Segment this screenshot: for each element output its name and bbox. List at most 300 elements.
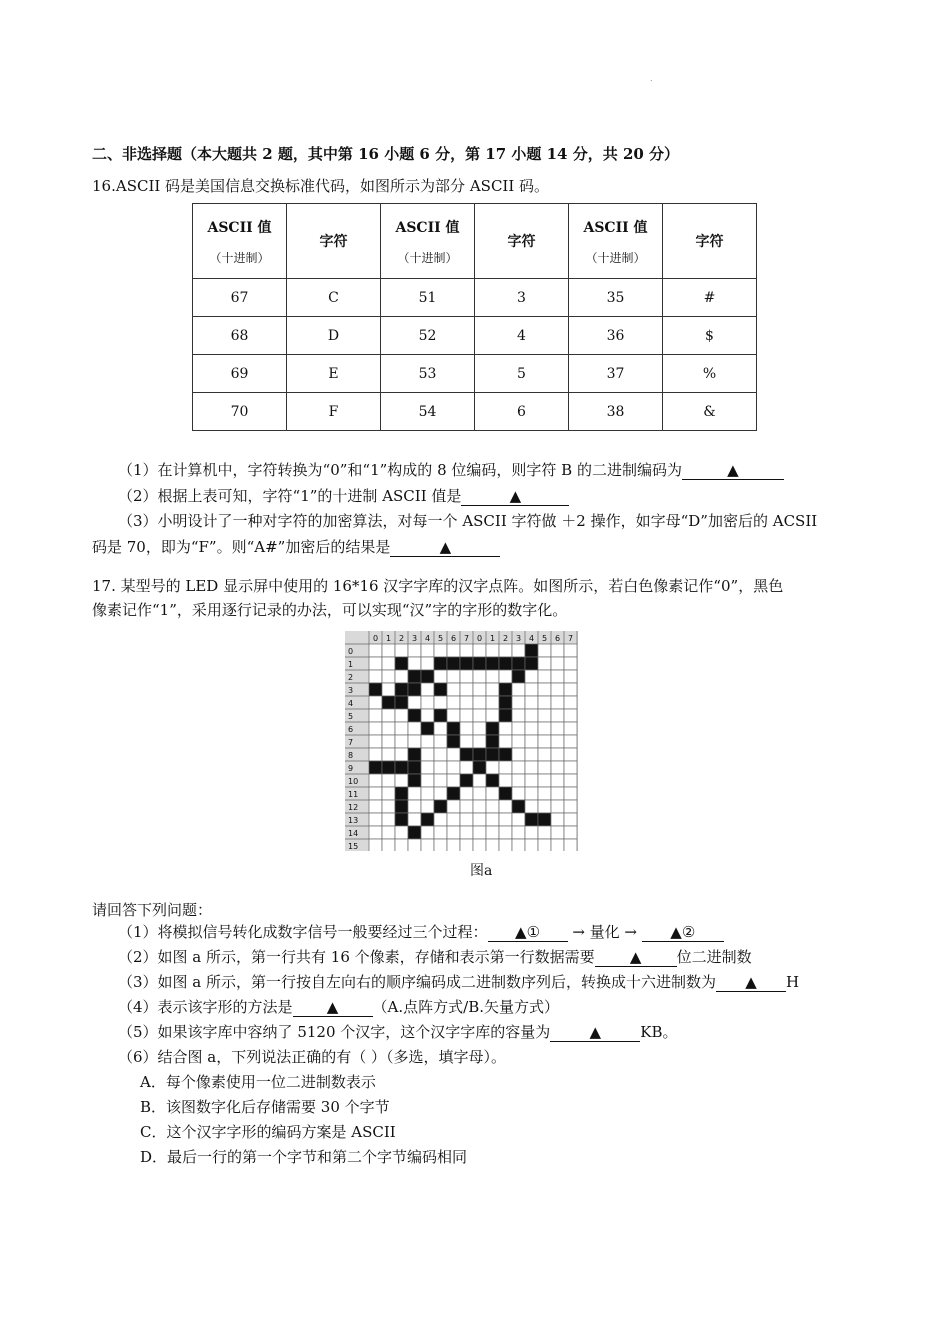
pixel-white bbox=[512, 813, 525, 826]
pixel-white bbox=[434, 787, 447, 800]
pixel-white bbox=[564, 709, 577, 722]
pixel-white bbox=[538, 657, 551, 670]
pixel-white bbox=[486, 683, 499, 696]
pixel-black bbox=[421, 813, 434, 826]
pixel-white bbox=[369, 644, 382, 657]
pixel-black bbox=[512, 800, 525, 813]
pixel-white bbox=[538, 696, 551, 709]
q17-intro-line2: 像素记作“1”，采用逐行记录的办法，可以实现“汉”字的字形的数字化。 bbox=[92, 601, 568, 619]
pixel-white bbox=[382, 722, 395, 735]
pixel-black bbox=[460, 774, 473, 787]
pixel-white bbox=[460, 800, 473, 813]
table-cell: 4 bbox=[475, 317, 569, 355]
pixel-white bbox=[525, 709, 538, 722]
pixel-white bbox=[434, 644, 447, 657]
pixel-black bbox=[421, 722, 434, 735]
pixel-white bbox=[499, 722, 512, 735]
grid-col-label: 7 bbox=[463, 634, 470, 643]
table-cell: 68 bbox=[193, 317, 287, 355]
pixel-black bbox=[421, 670, 434, 683]
pixel-white bbox=[525, 787, 538, 800]
pixel-white bbox=[460, 839, 473, 851]
grid-col-label: 0 bbox=[372, 634, 379, 643]
pixel-white bbox=[434, 696, 447, 709]
pixel-white bbox=[512, 826, 525, 839]
pixel-black bbox=[369, 683, 382, 696]
pixel-white bbox=[551, 735, 564, 748]
grid-col-label: 2 bbox=[398, 634, 405, 643]
pixel-white bbox=[512, 748, 525, 761]
pixel-white bbox=[525, 670, 538, 683]
pixel-black bbox=[434, 800, 447, 813]
pixel-black bbox=[395, 813, 408, 826]
pixel-white bbox=[473, 813, 486, 826]
pixel-white bbox=[538, 761, 551, 774]
pixel-white bbox=[447, 670, 460, 683]
pixel-white bbox=[447, 683, 460, 696]
table-cell: 53 bbox=[381, 355, 475, 393]
pixel-white bbox=[486, 839, 499, 851]
pixel-black bbox=[486, 735, 499, 748]
pixel-white bbox=[499, 826, 512, 839]
pixel-white bbox=[473, 839, 486, 851]
pixel-white bbox=[551, 670, 564, 683]
pixel-white bbox=[538, 839, 551, 851]
pixel-white bbox=[525, 761, 538, 774]
pixel-white bbox=[499, 670, 512, 683]
pixel-white bbox=[395, 774, 408, 787]
pixel-white bbox=[486, 709, 499, 722]
grid-col-label: 3 bbox=[411, 634, 418, 643]
pixel-white bbox=[564, 735, 577, 748]
pixel-white bbox=[460, 722, 473, 735]
answer-blank[interactable]: ▲ bbox=[682, 461, 784, 480]
pixel-white bbox=[473, 670, 486, 683]
q17-sub4 bbox=[118, 996, 559, 1017]
q17-sub1-text: （1）将模拟信号转化成数字信号一般要经过三个过程： bbox=[118, 923, 488, 941]
pixel-white bbox=[538, 709, 551, 722]
pixel-white bbox=[421, 644, 434, 657]
pixel-white bbox=[486, 644, 499, 657]
hanzi-dot-matrix-figure bbox=[345, 631, 590, 851]
pixel-white bbox=[408, 787, 421, 800]
grid-row-label: 12 bbox=[348, 803, 359, 812]
table-cell: 70 bbox=[193, 393, 287, 431]
pixel-white bbox=[538, 774, 551, 787]
grid-row-label: 3 bbox=[348, 686, 354, 695]
q17-sub3-suffix: H bbox=[786, 973, 800, 991]
grid-row-label: 8 bbox=[348, 751, 354, 760]
pixel-white bbox=[551, 839, 564, 851]
pixel-white bbox=[538, 826, 551, 839]
pixel-white bbox=[564, 826, 577, 839]
pixel-black bbox=[460, 748, 473, 761]
pixel-white bbox=[564, 696, 577, 709]
header-char: 字符 bbox=[287, 204, 381, 279]
pixel-white bbox=[538, 787, 551, 800]
pixel-white bbox=[473, 826, 486, 839]
pixel-black bbox=[408, 761, 421, 774]
pixel-white bbox=[382, 800, 395, 813]
pixel-white bbox=[369, 670, 382, 683]
pixel-black bbox=[408, 748, 421, 761]
pixel-white bbox=[421, 826, 434, 839]
pixel-black bbox=[499, 696, 512, 709]
pixel-white bbox=[408, 696, 421, 709]
q17-sub6: （6）结合图 a，下列说法正确的有（ ）（多选，填字母）。 bbox=[118, 1048, 507, 1066]
pixel-white bbox=[447, 826, 460, 839]
pixel-white bbox=[382, 657, 395, 670]
pixel-black bbox=[525, 657, 538, 670]
q17-sub5-text: （5）如果该字库中容纳了 5120 个汉字，这个汉字字库的容量为 bbox=[118, 1023, 551, 1041]
pixel-white bbox=[512, 761, 525, 774]
option-b[interactable]: B．该图数字化后存储需要 30 个字节 bbox=[140, 1098, 390, 1116]
table-cell: 6 bbox=[475, 393, 569, 431]
table-row bbox=[193, 393, 757, 431]
q17-sub2 bbox=[118, 946, 752, 967]
pixel-black bbox=[382, 761, 395, 774]
pixel-white bbox=[421, 800, 434, 813]
answer-blank[interactable]: ▲② bbox=[642, 923, 724, 942]
pixel-black bbox=[447, 787, 460, 800]
pixel-white bbox=[447, 696, 460, 709]
pixel-white bbox=[421, 761, 434, 774]
pixel-white bbox=[460, 683, 473, 696]
q16-part3-line1: （3）小明设计了一种对字符的加密算法，对每一个 ASCII 字符做 ＋2 操作，如字母“D”加密后的 ACSII bbox=[118, 512, 818, 530]
pixel-white bbox=[525, 774, 538, 787]
pixel-white bbox=[512, 787, 525, 800]
pixel-white bbox=[551, 657, 564, 670]
grid-row-label: 1 bbox=[348, 660, 354, 669]
pixel-white bbox=[564, 670, 577, 683]
table-cell: 37 bbox=[569, 355, 663, 393]
pixel-black bbox=[447, 735, 460, 748]
pixel-white bbox=[538, 644, 551, 657]
pixel-white bbox=[538, 735, 551, 748]
pixel-black bbox=[499, 683, 512, 696]
grid-col-label: 1 bbox=[489, 634, 496, 643]
grid-row-label: 4 bbox=[348, 699, 354, 708]
pixel-white bbox=[473, 774, 486, 787]
grid-row-label: 5 bbox=[348, 712, 354, 721]
pixel-white bbox=[382, 644, 395, 657]
pixel-white bbox=[395, 709, 408, 722]
pixel-black bbox=[434, 657, 447, 670]
header-ascii-value: ASCII 值 （十进制） bbox=[569, 204, 663, 279]
pixel-white bbox=[382, 683, 395, 696]
q16-intro: 16.ASCII 码是美国信息交换标准代码，如图所示为部分 ASCII 码。 bbox=[92, 177, 550, 195]
pixel-black bbox=[460, 657, 473, 670]
pixel-black bbox=[486, 657, 499, 670]
q16-part2-text: （2）根据上表可知，字符“1”的十进制 ASCII 值是 bbox=[118, 487, 462, 505]
q16-part3-text: 码是 70，即为“F”。则“A#”加密后的结果是 bbox=[92, 538, 391, 556]
pixel-white bbox=[369, 774, 382, 787]
pixel-white bbox=[512, 774, 525, 787]
pixel-white bbox=[408, 657, 421, 670]
q17-sub1 bbox=[118, 921, 724, 942]
pixel-white bbox=[460, 761, 473, 774]
pixel-white bbox=[564, 748, 577, 761]
pixel-white bbox=[551, 709, 564, 722]
pixel-white bbox=[499, 761, 512, 774]
pixel-white bbox=[473, 644, 486, 657]
pixel-white bbox=[369, 800, 382, 813]
table-cell: C bbox=[287, 279, 381, 317]
grid-col-label: 0 bbox=[476, 634, 483, 643]
pixel-white bbox=[525, 696, 538, 709]
table-cell: # bbox=[663, 279, 757, 317]
pixel-white bbox=[447, 839, 460, 851]
pixel-white bbox=[369, 709, 382, 722]
pixel-white bbox=[395, 735, 408, 748]
q17-sub4-suffix: （A.点阵方式/B.矢量方式） bbox=[372, 998, 559, 1016]
pixel-white bbox=[512, 683, 525, 696]
table-cell: 5 bbox=[475, 355, 569, 393]
pixel-white bbox=[486, 787, 499, 800]
pixel-white bbox=[473, 800, 486, 813]
table-row bbox=[193, 355, 757, 393]
pixel-white bbox=[382, 787, 395, 800]
pixel-black bbox=[434, 683, 447, 696]
pixel-black bbox=[525, 813, 538, 826]
grid-row-label: 2 bbox=[348, 673, 354, 682]
table-cell: E bbox=[287, 355, 381, 393]
option-d[interactable]: D．最后一行的第一个字节和第二个字节编码相同 bbox=[140, 1148, 468, 1166]
pixel-black bbox=[499, 657, 512, 670]
pixel-white bbox=[395, 839, 408, 851]
pixel-white bbox=[447, 800, 460, 813]
pixel-white bbox=[525, 683, 538, 696]
pixel-white bbox=[447, 774, 460, 787]
pixel-white bbox=[408, 735, 421, 748]
pixel-white bbox=[369, 826, 382, 839]
grid-row-label: 14 bbox=[348, 829, 359, 838]
pixel-black bbox=[408, 670, 421, 683]
pixel-white bbox=[564, 657, 577, 670]
answer-blank[interactable]: ▲ bbox=[716, 973, 786, 992]
pixel-white bbox=[434, 761, 447, 774]
pixel-white bbox=[460, 813, 473, 826]
pixel-white bbox=[499, 774, 512, 787]
grid-row-label: 13 bbox=[348, 816, 359, 825]
pixel-white bbox=[460, 709, 473, 722]
table-row bbox=[193, 317, 757, 355]
pixel-white bbox=[447, 813, 460, 826]
pixel-black bbox=[395, 800, 408, 813]
pixel-white bbox=[564, 787, 577, 800]
pixel-white bbox=[551, 683, 564, 696]
pixel-white bbox=[486, 761, 499, 774]
pixel-black bbox=[525, 644, 538, 657]
q17-sub3 bbox=[118, 971, 799, 992]
pixel-white bbox=[564, 774, 577, 787]
q17-sub1-arrow-text: → 量化 → bbox=[572, 923, 638, 941]
answer-blank[interactable]: ▲ bbox=[390, 538, 500, 557]
pixel-white bbox=[473, 735, 486, 748]
pixel-black bbox=[382, 696, 395, 709]
pixel-black bbox=[395, 657, 408, 670]
option-a[interactable]: A．每个像素使用一位二进制数表示 bbox=[140, 1073, 376, 1091]
pixel-white bbox=[382, 813, 395, 826]
pixel-white bbox=[369, 813, 382, 826]
pixel-white bbox=[382, 774, 395, 787]
pixel-white bbox=[434, 839, 447, 851]
pixel-black bbox=[512, 657, 525, 670]
pixel-white bbox=[434, 670, 447, 683]
pixel-white bbox=[564, 800, 577, 813]
option-c[interactable]: C．这个汉字字形的编码方案是 ASCII bbox=[140, 1123, 396, 1141]
table-cell: 52 bbox=[381, 317, 475, 355]
pixel-black bbox=[486, 748, 499, 761]
pixel-white bbox=[408, 722, 421, 735]
pixel-white bbox=[512, 839, 525, 851]
pixel-white bbox=[421, 839, 434, 851]
q17-sub2-suffix: 位二进制数 bbox=[676, 948, 752, 966]
pixel-white bbox=[551, 826, 564, 839]
pixel-black bbox=[395, 696, 408, 709]
answer-blank[interactable]: ▲ bbox=[550, 1023, 640, 1042]
figure-caption: 图a bbox=[470, 863, 493, 879]
pixel-white bbox=[447, 709, 460, 722]
pixel-black bbox=[408, 709, 421, 722]
grid-col-label: 5 bbox=[437, 634, 444, 643]
pixel-black bbox=[447, 657, 460, 670]
q17-prompt: 请回答下列问题： bbox=[92, 901, 213, 919]
pixel-white bbox=[499, 644, 512, 657]
pixel-white bbox=[382, 839, 395, 851]
pixel-white bbox=[473, 683, 486, 696]
pixel-white bbox=[499, 800, 512, 813]
pixel-white bbox=[551, 774, 564, 787]
pixel-white bbox=[369, 722, 382, 735]
grid-col-label: 7 bbox=[567, 634, 574, 643]
pixel-white bbox=[395, 748, 408, 761]
pixel-white bbox=[486, 826, 499, 839]
pixel-white bbox=[551, 800, 564, 813]
pixel-white bbox=[499, 839, 512, 851]
pixel-white bbox=[382, 670, 395, 683]
pixel-white bbox=[447, 644, 460, 657]
page-dot: . bbox=[650, 74, 653, 83]
q16-part3-line2 bbox=[92, 536, 500, 557]
pixel-white bbox=[460, 787, 473, 800]
pixel-white bbox=[525, 735, 538, 748]
pixel-white bbox=[434, 722, 447, 735]
pixel-white bbox=[421, 683, 434, 696]
answer-blank[interactable]: ▲① bbox=[488, 923, 568, 942]
pixel-black bbox=[447, 722, 460, 735]
pixel-white bbox=[473, 696, 486, 709]
pixel-white bbox=[564, 644, 577, 657]
table-cell: D bbox=[287, 317, 381, 355]
pixel-white bbox=[499, 735, 512, 748]
pixel-white bbox=[408, 644, 421, 657]
pixel-white bbox=[525, 839, 538, 851]
pixel-white bbox=[434, 813, 447, 826]
table-cell: 67 bbox=[193, 279, 287, 317]
pixel-white bbox=[460, 826, 473, 839]
pixel-white bbox=[551, 644, 564, 657]
pixel-black bbox=[434, 709, 447, 722]
header-char: 字符 bbox=[663, 204, 757, 279]
pixel-white bbox=[486, 800, 499, 813]
pixel-white bbox=[564, 761, 577, 774]
grid-row-label: 11 bbox=[348, 790, 359, 799]
pixel-white bbox=[473, 722, 486, 735]
table-cell: F bbox=[287, 393, 381, 431]
q16-part1-text: （1）在计算机中，字符转换为“0”和“1”构成的 8 位编码，则字符 B 的二进制编码为 bbox=[118, 461, 682, 479]
q17-sub5-suffix: KB。 bbox=[640, 1023, 678, 1041]
pixel-white bbox=[421, 657, 434, 670]
ascii-table-header-row bbox=[193, 204, 757, 279]
pixel-white bbox=[395, 644, 408, 657]
grid-col-label: 5 bbox=[541, 634, 548, 643]
grid-row-label: 9 bbox=[348, 764, 354, 773]
pixel-white bbox=[512, 722, 525, 735]
table-cell: % bbox=[663, 355, 757, 393]
pixel-white bbox=[408, 800, 421, 813]
pixel-white bbox=[564, 839, 577, 851]
pixel-black bbox=[499, 748, 512, 761]
pixel-white bbox=[447, 761, 460, 774]
pixel-black bbox=[486, 722, 499, 735]
pixel-white bbox=[395, 826, 408, 839]
table-cell: $ bbox=[663, 317, 757, 355]
header-char: 字符 bbox=[475, 204, 569, 279]
pixel-black bbox=[473, 761, 486, 774]
pixel-black bbox=[499, 787, 512, 800]
pixel-white bbox=[551, 696, 564, 709]
grid-row-label: 7 bbox=[348, 738, 354, 747]
q16-part1 bbox=[118, 459, 784, 480]
grid-col-label: 6 bbox=[554, 634, 561, 643]
pixel-white bbox=[512, 696, 525, 709]
pixel-black bbox=[369, 761, 382, 774]
pixel-white bbox=[538, 722, 551, 735]
pixel-white bbox=[460, 644, 473, 657]
header-ascii-value: ASCII 值 （十进制） bbox=[381, 204, 475, 279]
pixel-black bbox=[408, 774, 421, 787]
ascii-table bbox=[192, 203, 757, 431]
pixel-black bbox=[395, 683, 408, 696]
header-ascii-value: ASCII 值 （十进制） bbox=[193, 204, 287, 279]
pixel-white bbox=[421, 709, 434, 722]
table-cell: 36 bbox=[569, 317, 663, 355]
q17-intro-line1: 17. 某型号的 LED 显示屏中使用的 16*16 汉字字库的汉字点阵。如图所示，若白色像素记作“0”，黑色 bbox=[92, 577, 784, 595]
pixel-white bbox=[551, 761, 564, 774]
pixel-white bbox=[369, 696, 382, 709]
answer-blank[interactable]: ▲ bbox=[461, 487, 569, 506]
q16-part2 bbox=[118, 485, 569, 506]
pixel-white bbox=[460, 670, 473, 683]
table-cell: 38 bbox=[569, 393, 663, 431]
pixel-white bbox=[382, 709, 395, 722]
answer-blank[interactable]: ▲ bbox=[293, 998, 373, 1017]
pixel-white bbox=[434, 735, 447, 748]
section-heading: 二、非选择题（本大题共 2 题，其中第 16 小题 6 分，第 17 小题 14 分，共 20 分） bbox=[92, 145, 680, 163]
pixel-white bbox=[382, 735, 395, 748]
pixel-white bbox=[486, 670, 499, 683]
pixel-white bbox=[538, 748, 551, 761]
pixel-black bbox=[395, 761, 408, 774]
grid-row-label: 6 bbox=[348, 725, 354, 734]
pixel-white bbox=[525, 722, 538, 735]
pixel-black bbox=[473, 748, 486, 761]
pixel-white bbox=[395, 670, 408, 683]
answer-blank[interactable]: ▲ bbox=[595, 948, 677, 967]
pixel-white bbox=[551, 813, 564, 826]
pixel-white bbox=[369, 839, 382, 851]
